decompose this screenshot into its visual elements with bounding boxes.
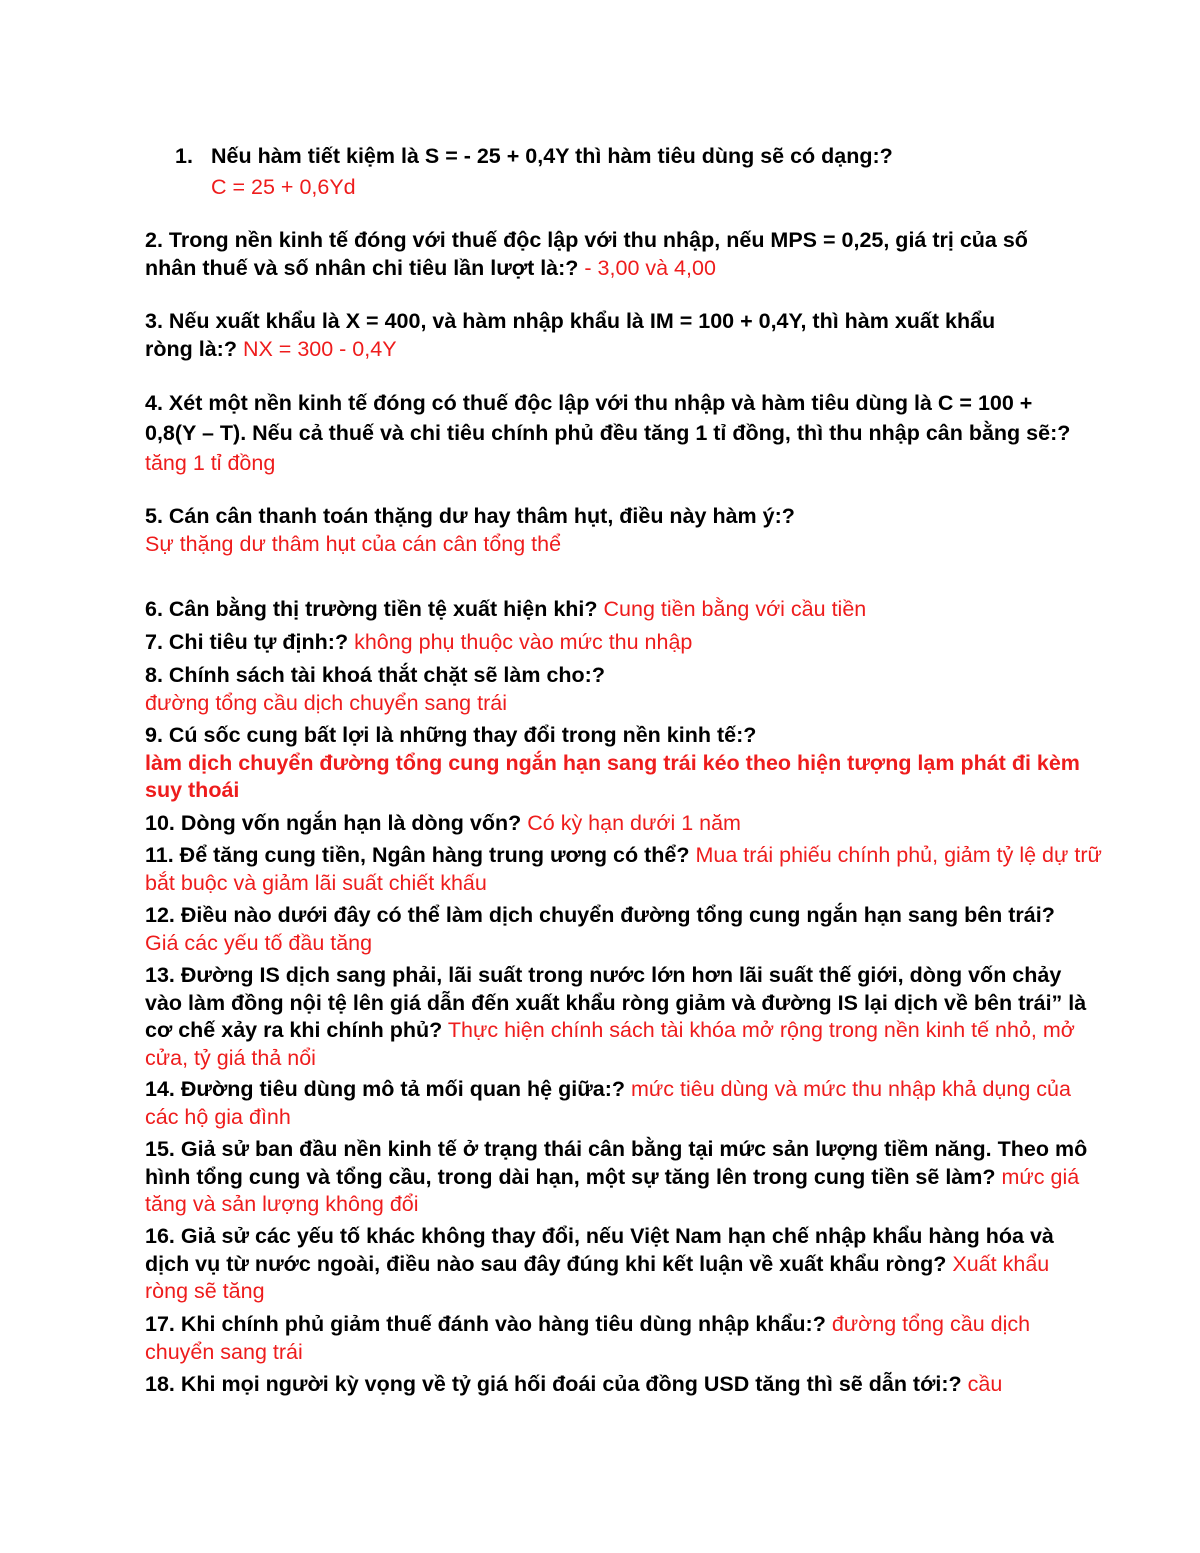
answer-text: C = 25 + 0,6Yd [211, 175, 356, 199]
question-text: 17. Khi chính phủ giảm thuế đánh vào hàng tiêu dùng nhập khẩu:? [145, 1312, 826, 1336]
answer-text: Giá các yếu tố đầu tăng [145, 930, 373, 955]
question-item [145, 503, 1105, 558]
question-item [145, 902, 1090, 957]
question-item [145, 1076, 1075, 1131]
question-text: 2. Trong nền kinh tế đóng với thuế độc lập với thu nhập, nếu MPS = 0,25, giá trị của số nhân thuế và số nhân chi tiêu lần lượt là:? [145, 228, 1028, 280]
question-text: 5. Cán cân thanh toán thặng dư hay thâm hụt, điều này hàm ý:? [145, 504, 795, 528]
answer-text: đường tổng cầu dịch chuyển sang trái [145, 690, 507, 715]
question-text: 7. Chi tiêu tự định:? [145, 630, 349, 654]
question-text: 13. Đường IS dịch sang phải, lãi suất trong nước lớn hơn lãi suất thế giới, dòng vốn chảy vào làm đồng nội tệ lên giá dẫn đến xuất khẩu ròng giảm và đường IS lại dịch về bên trái” là cơ chế xảy ra khi chính phủ? [145, 963, 1087, 1042]
question-item [145, 596, 1105, 624]
question-item [145, 1136, 1095, 1219]
question-text: 18. Khi mọi người kỳ vọng về tỷ giá hối đoái của đồng USD tăng thì sẽ dẫn tới:? [145, 1372, 962, 1396]
question-text: 16. Giả sử các yếu tố khác không thay đổi, nếu Việt Nam hạn chế nhập khẩu hàng hóa và dịch vụ từ nước ngoài, điều nào sau đây đúng khi kết luận về xuất khẩu ròng? [145, 1224, 1054, 1276]
answer-text: Sự thặng dư thâm hụt của cán cân tổng thể [145, 531, 562, 556]
answer-text: Mua trái phiếu chính phủ, giảm tỷ lệ dự trữ bắt buộc và giảm lãi suất chiết khấu [145, 843, 1102, 895]
question-text: 10. Dòng vốn ngắn hạn là dòng vốn? [145, 811, 522, 835]
answer-text: Xuất khẩu ròng sẽ tăng [145, 1251, 1050, 1303]
question-text: 14. Đường tiêu dùng mô tả mối quan hệ giữa:? [145, 1077, 626, 1101]
question-text: 9. Cú sốc cung bất lợi là những thay đổi trong nền kinh tế:? [145, 723, 757, 747]
answer-text: Có kỳ hạn dưới 1 năm [527, 811, 741, 835]
question-text: 15. Giả sử ban đầu nền kinh tế ở trạng thái cân bằng tại mức sản lượng tiềm năng. Theo mô hình tổng cung và tổng cầu, trong dài hạn, một sự tăng lên trong cung tiền sẽ làm? [145, 1137, 1088, 1189]
answer-text: Thực hiện chính sách tài khóa mở rộng trong nền kinh tế nhỏ, mở cửa, tỷ giá thả nổi [145, 1018, 1075, 1070]
answer-text: làm dịch chuyển đường tổng cung ngắn hạn sang trái kéo theo hiện tượng lạm phát đi kèm suy thoái [145, 750, 1080, 802]
question-text: 11. Để tăng cung tiền, Ngân hàng trung ương có thể? [145, 843, 690, 867]
answer-text: Cung tiền bằng với cầu tiền [603, 597, 867, 621]
question-text: 8. Chính sách tài khoá thắt chặt sẽ làm cho:? [145, 663, 605, 687]
answer-text: NX = 300 - 0,4Y [242, 336, 397, 361]
question-item [145, 1223, 1070, 1306]
question-item [145, 1311, 1080, 1366]
answer-text: không phụ thuộc vào mức thu nhập [354, 630, 693, 654]
question-item [145, 810, 1105, 838]
question-item [145, 227, 1045, 282]
question-item [145, 1371, 1105, 1399]
question-text: Nếu hàm tiết kiệm là S = - 25 + 0,4Y thì hàm tiêu dùng sẽ có dạng:? [211, 144, 893, 168]
question-item [145, 962, 1095, 1072]
question-item [145, 842, 1105, 897]
question-item [145, 629, 1105, 657]
question-text: 4. Xét một nền kinh tế đóng có thuế độc lập với thu nhập và hàm tiêu dùng là C = 100 + 0,8(Y – T). Nếu cả thuế và chi tiêu chính phủ đều tăng 1 tỉ đồng, thì thu nhập cân bằng sẽ:? [145, 391, 1071, 445]
answer-text: cầu [967, 1372, 1003, 1396]
question-text: 3. Nếu xuất khẩu là X = 400, và hàm nhập khẩu là IM = 100 + 0,4Y, thì hàm xuất khẩu ròng là:? [145, 309, 996, 361]
answer-text: - 3,00 và 4,00 [584, 255, 716, 280]
question-item [145, 308, 1045, 363]
question-item [145, 722, 1105, 805]
answer-text: tăng 1 tỉ đồng [145, 451, 276, 475]
question-text: 12. Điều nào dưới đây có thể làm dịch chuyển đường tổng cung ngắn hạn sang bên trái? [145, 903, 1055, 927]
question-item [211, 143, 1111, 171]
answer-text: mức giá tăng và sản lượng không đổi [145, 1164, 1080, 1216]
question-item [145, 388, 1075, 478]
question-item [145, 662, 1105, 717]
question-text: 6. Cân bằng thị trường tiền tệ xuất hiện khi? [145, 597, 598, 621]
question-number: 1. [175, 144, 193, 168]
answer-text: mức tiêu dùng và mức thu nhập khả dụng của các hộ gia đình [145, 1077, 1071, 1129]
answer-text: đường tổng cầu dịch chuyển sang trái [145, 1312, 1031, 1364]
